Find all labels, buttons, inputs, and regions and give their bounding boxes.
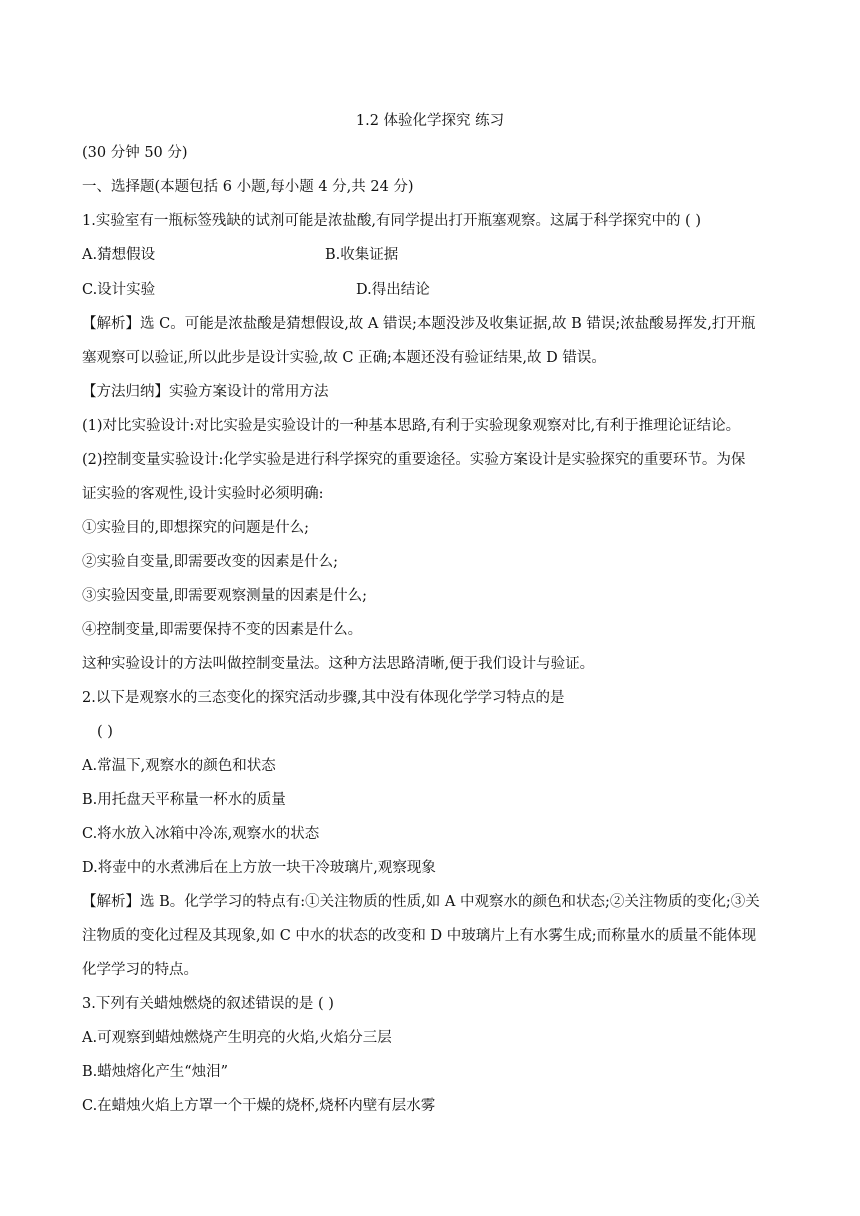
method-point-1: ①实验目的,即想探究的问题是什么;: [82, 520, 309, 536]
question-2-option-c: C.将水放入冰箱中冷冻,观察水的状态: [82, 826, 320, 842]
question-2-option-b: B.用托盘天平称量一杯水的质量: [82, 792, 286, 808]
question-1-analysis-line-2: 塞观察可以验证,所以此步是设计实验,故 C 正确;本题还没有验证结果,故 D 错误。: [82, 350, 606, 366]
question-1-option-c: C.设计实验: [82, 282, 156, 298]
question-1-analysis-line-1: 【解析】选 C。可能是浓盐酸是猜想假设,故 A 错误;本题没涉及收集证据,故 B 错误;浓盐酸易挥发,打开瓶: [82, 316, 756, 332]
page-title: 1.2 体验化学探究 练习: [355, 113, 505, 129]
method-item-2-line-2: 证实验的客观性,设计实验时必须明确:: [82, 486, 324, 502]
method-point-3: ③实验因变量,即需要观察测量的因素是什么;: [82, 588, 367, 604]
method-item-2-line-1: (2)控制变量实验设计:化学实验是进行科学探究的重要途径。实验方案设计是实验探究的重要环节。为保: [82, 452, 746, 468]
question-1-option-b: B.收集证据: [325, 247, 399, 263]
method-point-2: ②实验自变量,即需要改变的因素是什么;: [82, 554, 338, 570]
time-score: (30 分钟 50 分): [82, 145, 188, 161]
question-3-stem: 3.下列有关蜡烛燃烧的叙述错误的是 ( ): [82, 996, 334, 1012]
question-1-option-a: A.猜想假设: [82, 247, 156, 263]
method-summary: 这种实验设计的方法叫做控制变量法。这种方法思路清晰,便于我们设计与验证。: [82, 656, 595, 672]
question-2-analysis-line-3: 化学学习的特点。: [82, 962, 198, 978]
question-2-stem: 2.以下是观察水的三态变化的探究活动步骤,其中没有体现化学学习特点的是: [82, 690, 565, 706]
question-3-option-a: A.可观察到蜡烛燃烧产生明亮的火焰,火焰分三层: [82, 1030, 392, 1046]
question-2-option-d: D.将壶中的水煮沸后在上方放一块干冷玻璃片,观察现象: [82, 860, 436, 876]
method-point-4: ④控制变量,即需要保持不变的因素是什么。: [82, 622, 363, 638]
question-1-stem: 1.实验室有一瓶标签残缺的试剂可能是浓盐酸,有同学提出打开瓶塞观察。这属于科学探究中的 ( ): [82, 213, 701, 229]
method-item-1: (1)对比实验设计:对比实验是实验设计的一种基本思路,有利于实验现象观察对比,有利于推理论证结论。: [82, 418, 741, 434]
question-2-option-a: A.常温下,观察水的颜色和状态: [82, 758, 276, 774]
section-heading: 一、选择题(本题包括 6 小题,每小题 4 分,共 24 分): [82, 179, 414, 195]
question-1-option-d: D.得出结论: [356, 282, 430, 298]
question-2-analysis-line-2: 注物质的变化过程及其现象,如 C 中水的状态的改变和 D 中玻璃片上有水雾生成;而称量水的质量不能体现: [82, 928, 757, 944]
question-3-option-c: C.在蜡烛火焰上方罩一个干燥的烧杯,烧杯内壁有层水雾: [82, 1098, 436, 1114]
question-2-answer-bracket: ( ): [97, 724, 113, 740]
method-heading: 【方法归纳】实验方案设计的常用方法: [82, 384, 329, 400]
question-2-analysis-line-1: 【解析】选 B。化学学习的特点有:①关注物质的性质,如 A 中观察水的颜色和状态;②关注物质的变化;③关: [82, 894, 760, 910]
question-3-option-b: B.蜡烛熔化产生“烛泪”: [82, 1064, 229, 1080]
